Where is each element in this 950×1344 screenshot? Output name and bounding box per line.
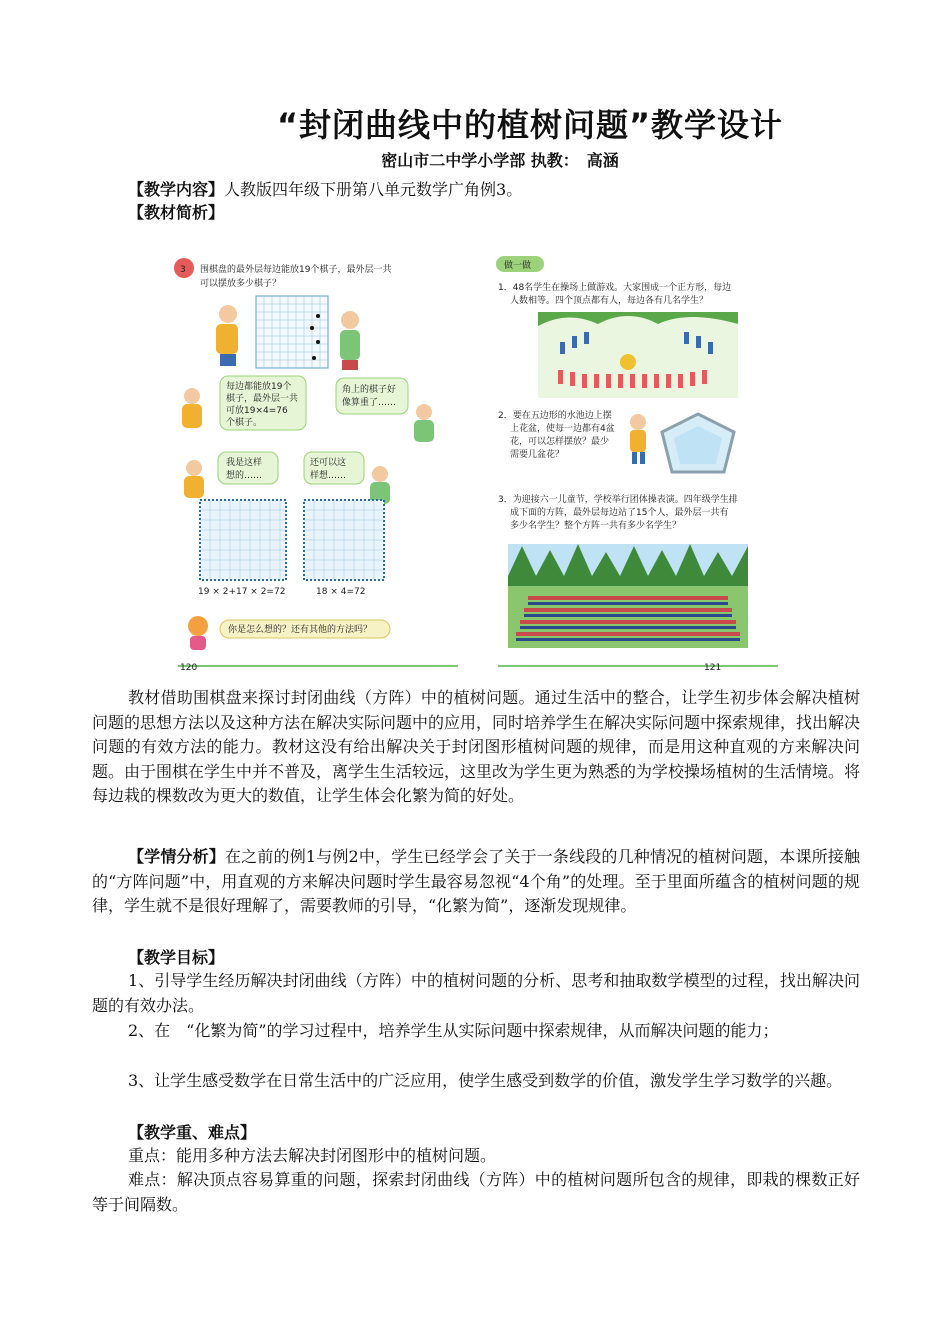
svg-text:个棋子。: 个棋子。	[226, 418, 263, 428]
example-number: 3	[180, 265, 186, 275]
exercise-3-line-2: 成下面的方阵，最外层每边站了15个人，最外层一共有	[510, 508, 729, 518]
exercise-2-line-4: 需要几盆花？	[510, 450, 565, 460]
exercise-2-line-3: 花，可以怎样摆放？最少	[510, 437, 610, 447]
goal-3: 3、让学生感受数学在日常生活中的广泛应用，使学生感受到数学的价值，激发学生学习数学的兴趣。	[128, 1071, 843, 1090]
svg-text:棋子，最外层一共: 棋子，最外层一共	[226, 394, 299, 404]
child-figure-bubble3	[184, 460, 204, 498]
svg-text:我是这样: 我是这样	[226, 458, 263, 468]
grid-diagram-2	[304, 500, 384, 580]
svg-text:可放19×4=76: 可放19×4=76	[226, 406, 288, 416]
doc-subtitle: 密山市二中学小学部 执教： 高涵	[381, 151, 619, 170]
svg-text:角上的棋子好: 角上的棋子好	[342, 385, 397, 395]
svg-text:样想……: 样想……	[310, 471, 347, 481]
page-number-left: 120	[180, 663, 198, 673]
goal-2: 2、在 “化繁为简”的学习过程中，培养学生从实际问题中探索规律，从而解决问题的能力；	[128, 1021, 779, 1040]
go-board-small	[256, 296, 328, 368]
exercise-1-line-2: 人数相等。四个顶点都有人，每边各有几名学生？	[510, 296, 709, 306]
analysis-heading: 【教材简析】	[128, 203, 225, 222]
grid-diagram-1	[200, 500, 286, 580]
question-line-2: 可以摆放多少棋子？	[200, 279, 282, 289]
child-figure-bubble1	[182, 388, 202, 428]
hard-point: 难点：解决顶点容易算重的问题，探索封闭曲线（方阵）中的植树问题所包含的规律，即栽的棵数正好等于间隔数。	[92, 1170, 860, 1214]
child-figure-bubble4	[370, 466, 390, 504]
child-figure-right	[340, 311, 360, 370]
svg-text:像算重了……: 像算重了……	[342, 398, 397, 408]
svg-text:还可以这: 还可以这	[310, 458, 347, 468]
student-analysis-text: 在之前的例1与例2中，学生已经学会了关于一条线段的几种情况的植树问题，本课所接触的“方阵问题”中，用直观的方来解决问题时学生最容易忽视“4个角”的处理。至于里面所蕴含的植树问题的规律，学生就不是很好理解了，需要教师的引导，“化繁为简”，逐渐发现规律。	[92, 847, 860, 916]
student-analysis-paragraph	[92, 845, 860, 919]
textbook-page-left	[168, 246, 468, 676]
speech-bubble-2	[336, 378, 408, 414]
content-line	[128, 177, 522, 200]
exercise-1-line-1: 1．48名学生在操场上做游戏。大家围成一个正方形，每边	[498, 283, 732, 293]
key-point: 重点：能用多种方法去解决封闭图形中的植树问题。	[128, 1146, 497, 1165]
question-line-1: 围棋盘的最外层每边能放19个棋子，最外层一共	[200, 265, 392, 275]
formula-1: 19 × 2+17 × 2=72	[198, 587, 286, 597]
playground-illustration	[538, 312, 738, 398]
exercise-2-line-2: 上花盆，使每一边都有4盆	[510, 424, 615, 434]
student-analysis-label: 【学情分析】	[128, 847, 226, 866]
content-text: 人教版四年级下册第八单元数学广角例3。	[224, 180, 523, 199]
mascot-figure	[188, 616, 208, 650]
svg-text:每边都能放19个: 每边都能放19个	[226, 382, 292, 392]
child-figure-left	[216, 305, 238, 366]
exercise-3-line-1: 3．为迎接六一儿童节，学校举行团体操表演。四年级学生排	[498, 495, 738, 505]
formation-illustration	[508, 544, 748, 648]
bottom-question: 你是怎么想的？还有其他的方法吗？	[228, 625, 373, 635]
exercise-2-line-1: 2．要在五边形的水池边上摆	[498, 411, 612, 421]
page-number-right: 121	[704, 663, 722, 673]
content-label: 【教学内容】	[128, 180, 225, 199]
doc-title: “封闭曲线中的植树问题”教学设计	[276, 106, 784, 144]
practice-header: 做一做	[504, 261, 532, 271]
key-points-heading: 【教学重、难点】	[128, 1123, 257, 1142]
svg-text:想的……: 想的……	[226, 471, 263, 481]
child-carrying-flowers	[630, 414, 646, 464]
textbook-figure	[168, 246, 788, 676]
goal-1: 1、引导学生经历解决封闭曲线（方阵）中的植树问题的分析、思考和抽取数学模型的过程，找出解决问题的有效办法。	[92, 971, 860, 1015]
exercise-3-line-3: 多少名学生？整个方阵一共有多少名学生？	[510, 521, 682, 531]
goals-heading: 【教学目标】	[128, 948, 225, 967]
textbook-page-right	[488, 246, 788, 676]
child-figure-bubble2	[414, 404, 434, 442]
formula-2: 18 × 4=72	[316, 587, 366, 597]
analysis-paragraph: 教材借助围棋盘来探讨封闭曲线（方阵）中的植树问题。通过生活中的整合，让学生初步体会解决植树问题的思想方法以及这种方法在解决实际问题中的应用，同时培养学生在解决实际问题中探索规律，找出解决问题的有效方法的能力。教材这没有给出解决关于封闭图形植树问题的规律，而是用这种直观的方来解决问题。由于围棋在学生中并不普及，离学生生活较远，这里改为学生更为熟悉的为学校操场植树的生活情境。将每边栽的棵数改为更大的数值，让学生体会化繁为简的好处。	[92, 688, 861, 806]
